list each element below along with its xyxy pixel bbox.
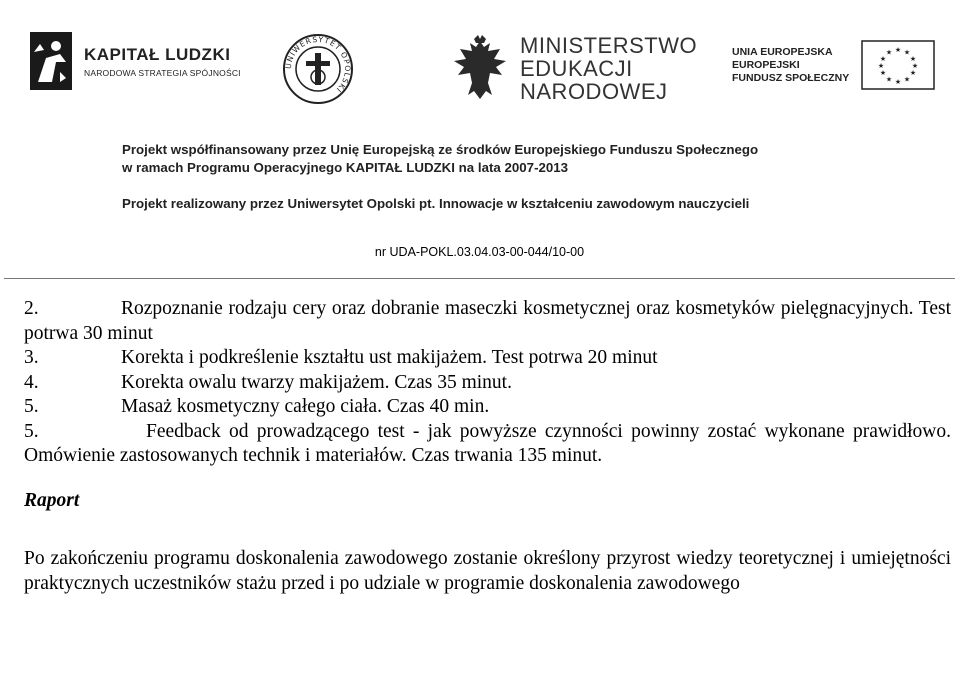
list-item-number: 5. bbox=[24, 396, 39, 417]
list-item-text: Rozpoznanie rodzaju cery oraz dobranie maseczki kosmetycznej oraz kosmetyków pielęgnacyjnych. Test potrwa 30 minut bbox=[24, 298, 951, 344]
project-realization-line: Projekt realizowany przez Uniwersytet Opolski pt. Innowacje w kształceniu zawodowym nauczycieli bbox=[122, 196, 750, 211]
ministerstwo-line1: MINISTERSTWO bbox=[520, 33, 698, 58]
project-number: nr UDA-POKL.03.04.03-00-044/10-00 bbox=[374, 245, 585, 259]
list-item-text: Korekta owalu twarzy makijażem. Czas 35 minut. bbox=[121, 371, 512, 393]
kapital-ludzki-tagline: NARODOWA STRATEGIA SPÓJNOŚCI bbox=[84, 67, 241, 78]
university-ring-text: UNIWERSYTET OPOLSKI bbox=[283, 34, 353, 95]
raport-paragraph: Po zakończeniu programu doskonalenia zawodowego zostanie określony przyrost wiedzy teoretycznej i umiejętności praktycznych uczestników stażu przed i po udziale w programie doskonalenia zawodowego bbox=[24, 548, 951, 594]
list-item-number: 2. bbox=[24, 298, 39, 319]
raport-heading: Raport bbox=[24, 489, 80, 511]
ministerstwo-line3: NARODOWEJ bbox=[520, 79, 668, 104]
kapital-ludzki-emblem-icon bbox=[30, 32, 72, 90]
svg-text:★: ★ bbox=[880, 55, 887, 63]
svg-text:★: ★ bbox=[886, 48, 893, 57]
list-item-text: Korekta i podkreślenie kształtu ust makijażem. Test potrwa 20 minut bbox=[121, 347, 658, 368]
svg-text:★: ★ bbox=[904, 75, 911, 84]
project-funding-line-2: w ramach Programu Operacyjnego KAPITAŁ LUDZKI na lata 2007-2013 bbox=[122, 160, 569, 175]
unia-line3: FUNDUSZ SPOŁECZNY bbox=[732, 71, 850, 84]
eagle-emblem-icon bbox=[452, 35, 508, 103]
list-item bbox=[24, 395, 951, 420]
unia-line2: EUROPEJSKI bbox=[732, 58, 800, 71]
list-item-number: 5. bbox=[24, 420, 39, 442]
ministerstwo-line2: EDUKACJI bbox=[520, 56, 633, 81]
logo-band bbox=[0, 0, 959, 118]
header-divider bbox=[4, 278, 955, 279]
list-item-text: Masaż kosmetyczny całego ciała. Czas 40 min. bbox=[121, 396, 490, 417]
svg-text:★: ★ bbox=[895, 78, 902, 86]
list-item-number: 3. bbox=[24, 347, 39, 368]
svg-text:★: ★ bbox=[904, 48, 911, 57]
document-body bbox=[24, 297, 951, 596]
uniwersytet-opolski-logo bbox=[282, 33, 354, 105]
svg-text:★: ★ bbox=[910, 69, 917, 77]
unia-europejska-logo bbox=[732, 40, 935, 90]
svg-text:★: ★ bbox=[912, 62, 919, 70]
kapital-ludzki-logo bbox=[30, 32, 241, 90]
list-item bbox=[24, 346, 951, 371]
list-item-number: 4. bbox=[24, 371, 39, 393]
ministerstwo-logo bbox=[452, 34, 697, 103]
kapital-ludzki-name: KAPITAŁ LUDZKI bbox=[84, 44, 231, 64]
svg-text:★: ★ bbox=[895, 46, 902, 54]
unia-line1: UNIA EUROPEJSKA bbox=[732, 45, 833, 58]
list-item bbox=[24, 371, 951, 396]
svg-text:★: ★ bbox=[886, 75, 893, 84]
list-item-text: Feedback od prowadzącego test - jak powyższe czynności powinny zostać wykonane prawidłowo. Omówienie zastosowanych technik i materiałów. Czas trwania 135 minut. bbox=[24, 420, 951, 466]
list-item bbox=[24, 297, 951, 346]
svg-text:★: ★ bbox=[880, 69, 887, 77]
project-funding-line-1: Projekt współfinansowany przez Unię Europejską ze środków Europejskiego Funduszu Społecznego bbox=[122, 142, 759, 157]
svg-text:★: ★ bbox=[910, 55, 917, 63]
eu-flag-icon bbox=[861, 40, 935, 90]
university-seal-icon bbox=[282, 33, 354, 105]
list-item bbox=[24, 420, 951, 469]
svg-text:★: ★ bbox=[878, 62, 885, 70]
